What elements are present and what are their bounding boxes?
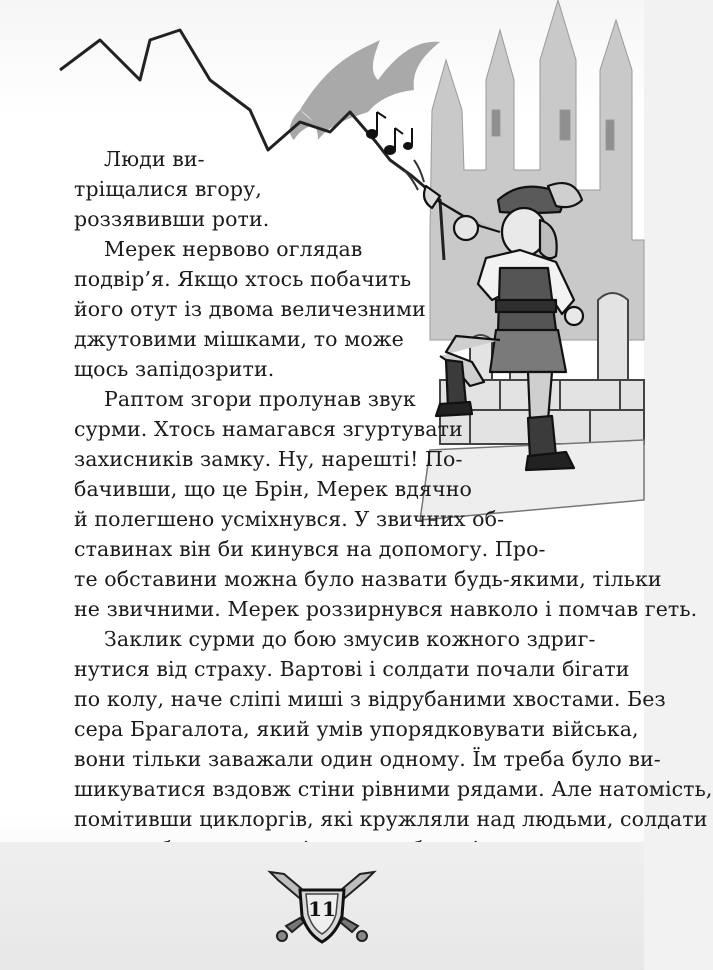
text-line: й полегшено усміхнувся. У звичних об- xyxy=(74,507,505,531)
text-line: сурми. Хтось намагався згуртувати xyxy=(74,417,463,441)
text-line: тріщалися вгору, xyxy=(74,177,262,201)
text-line: шикуватися вздовж стіни рівними рядами. Але натомість, xyxy=(74,777,713,801)
text-line: не звичними. Мерек роззирнувся навколо і помчав геть. xyxy=(74,597,698,621)
text-line: його отут із двома величезними xyxy=(74,297,426,321)
text-line: по колу, наче сліпі миші з відрубаними хвостами. Без xyxy=(74,687,666,711)
text-line: помітивши циклоргів, які кружляли над людьми, солдати xyxy=(74,807,708,831)
text-line: бачивши, що це Брін, Мерек вдячно xyxy=(74,477,472,501)
text-line: Мерек нервово оглядав xyxy=(104,237,363,261)
text-line: Заклик сурми до бою змусив кожного здриг- xyxy=(104,627,596,651)
text-line: джутовими мішками, то може xyxy=(74,327,404,351)
text-line: щось запідозрити. xyxy=(74,357,275,381)
text-line: вони тільки заважали один одному. Їм треба було ви- xyxy=(74,747,661,771)
text-line: подвір’я. Якщо хтось побачить xyxy=(74,267,412,291)
text-line: Люди ви- xyxy=(104,147,205,171)
text-line: сера Брагалота, який умів упорядковувати війська, xyxy=(74,717,639,741)
text-line: нутися від страху. Вартові і солдати почали бігати xyxy=(74,657,630,681)
text-line: роззявивши роти. xyxy=(74,207,270,231)
text-line: Раптом згори пролунав звук xyxy=(104,387,416,411)
page-number: 11 xyxy=(308,897,336,921)
text-line: те обставини можна було назвати будь-якими, тільки xyxy=(74,567,662,591)
text-line: ставинах він би кинувся на допомогу. Про- xyxy=(74,537,546,561)
text-line: захисників замку. Ну, нарешті! По- xyxy=(74,447,463,471)
